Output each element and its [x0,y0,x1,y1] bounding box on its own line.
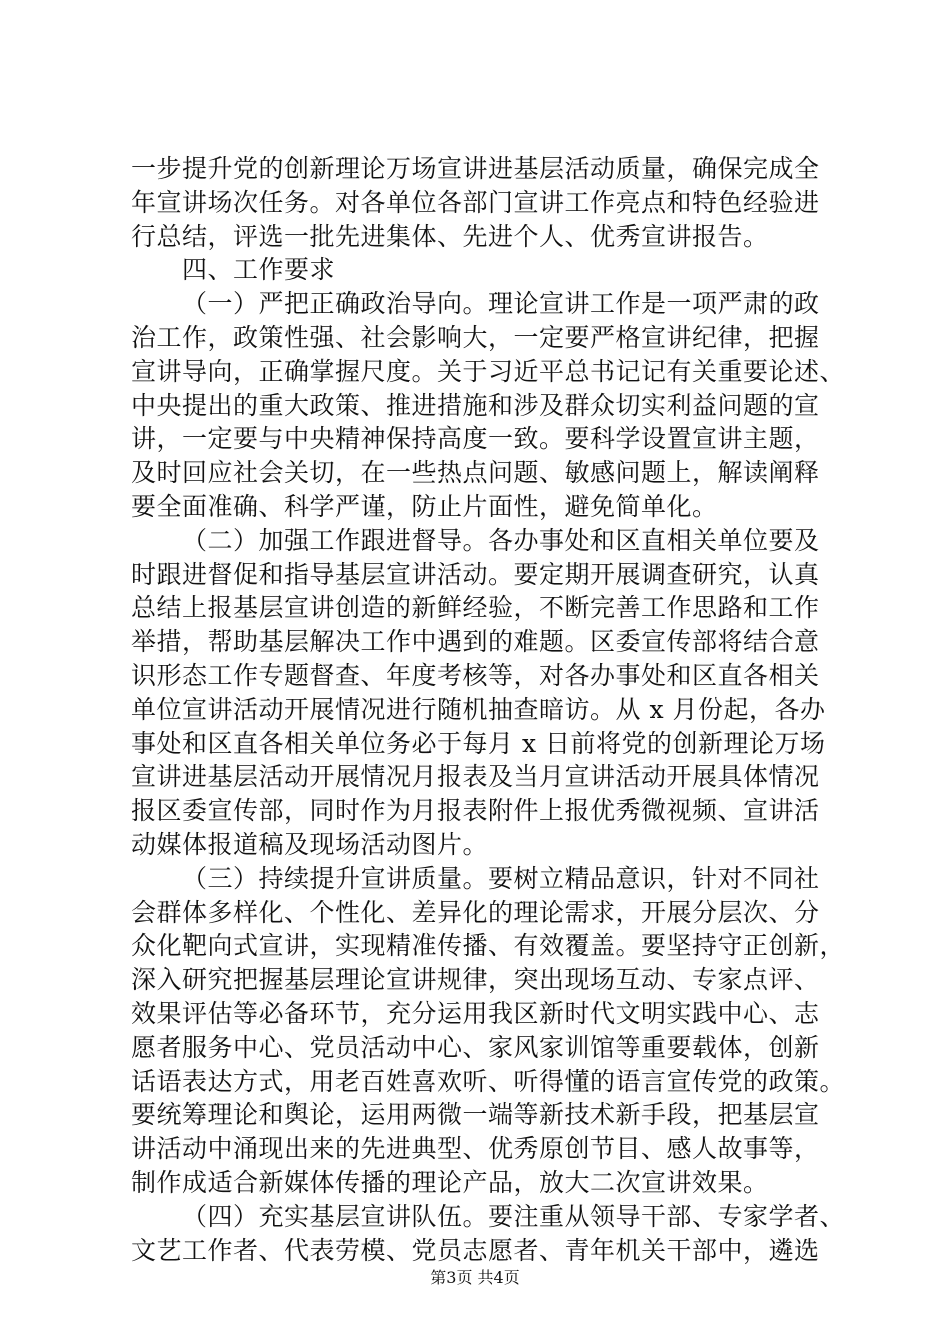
text-line: 要全面准确、科学严谨，防止片面性，避免简单化。 [131,491,718,521]
text-line: 讲，一定要与中央精神保持高度一致。要科学设置宣讲主题， [131,424,820,454]
text-line: 效果评估等必备环节，充分运用我区新时代文明实践中心、志 [131,998,820,1028]
text-line: 时跟进督促和指导基层宣讲活动。要定期开展调查研究，认真 [131,559,820,589]
text-line: 众化靶向式宣讲，实现精准传播、有效覆盖。要坚持守正创新， [131,931,846,961]
paragraph-start: （一）严把正确政治导向。理论宣讲工作是一项严肃的政 [182,289,820,319]
text-line: 行总结，评选一批先进集体、先进个人、优秀宣讲报告。 [131,221,769,251]
text-line: 要统筹理论和舆论，运用两微一端等新技术新手段，把基层宣 [131,1100,820,1130]
paragraph-start: （三）持续提升宣讲质量。要树立精品意识，针对不同社 [182,863,820,893]
page-footer: 第3页 共4页 [430,1268,520,1287]
text-line: 文艺工作者、代表劳模、党员志愿者、青年机关干部中，遴选 [131,1235,820,1265]
text-line: 愿者服务中心、党员活动中心、家风家训馆等重要载体，创新 [131,1032,820,1062]
text-line: 治工作，政策性强、社会影响大，一定要严格宣讲纪律，把握 [131,322,820,352]
text-line: 动媒体报道稿及现场活动图片。 [131,829,489,859]
text-line: 讲活动中涌现出来的先进典型、优秀原创节目、感人故事等， [131,1134,820,1164]
text-line: 制作成适合新媒体传播的理论产品，放大二次宣讲效果。 [131,1167,769,1197]
text-line: 宣讲导向，正确掌握尺度。关于习近平总书记记有关重要论述、 [131,356,846,386]
text-line: 及时回应社会关切，在一些热点问题、敏感问题上，解读阐释 [131,458,820,488]
text-line: 总结上报基层宣讲创造的新鲜经验，不断完善工作思路和工作 [131,593,820,623]
text-line: 识形态工作专题督查、年度考核等，对各办事处和区直各相关 [131,660,820,690]
text-line: 中央提出的重大政策、推进措施和涉及群众切实利益问题的宣 [131,390,820,420]
section-heading: 四、工作要求 [182,255,336,285]
text-line: 年宣讲场次任务。对各单位各部门宣讲工作亮点和特色经验进 [131,187,820,217]
document-body [131,152,846,1267]
text-line: 一步提升党的创新理论万场宣讲进基层活动质量，确保完成全 [131,154,820,183]
paragraph-start: （四）充实基层宣讲队伍。要注重从领导干部、专家学者、 [182,1201,846,1231]
text-line: 宣讲进基层活动开展情况月报表及当月宣讲活动开展具体情况 [131,762,820,792]
paragraph-start: （二）加强工作跟进督导。各办事处和区直相关单位要及 [182,525,820,555]
text-line: 会群体多样化、个性化、差异化的理论需求，开展分层次、分 [131,897,820,927]
text-line: 单位宣讲活动开展情况进行随机抽查暗访。从 x 月份起，各办 [131,694,826,724]
text-line: 深入研究把握基层理论宣讲规律，突出现场互动、专家点评、 [131,965,820,995]
text-line: 举措，帮助基层解决工作中遇到的难题。区委宣传部将结合意 [131,627,820,657]
text-line: 事处和区直各相关单位务必于每月 x 日前将党的创新理论万场 [131,728,826,758]
text-line: 话语表达方式，用老百姓喜欢听、听得懂的语言宣传党的政策。 [131,1066,846,1096]
text-line: 报区委宣传部，同时作为月报表附件上报优秀微视频、宣讲活 [131,796,820,826]
